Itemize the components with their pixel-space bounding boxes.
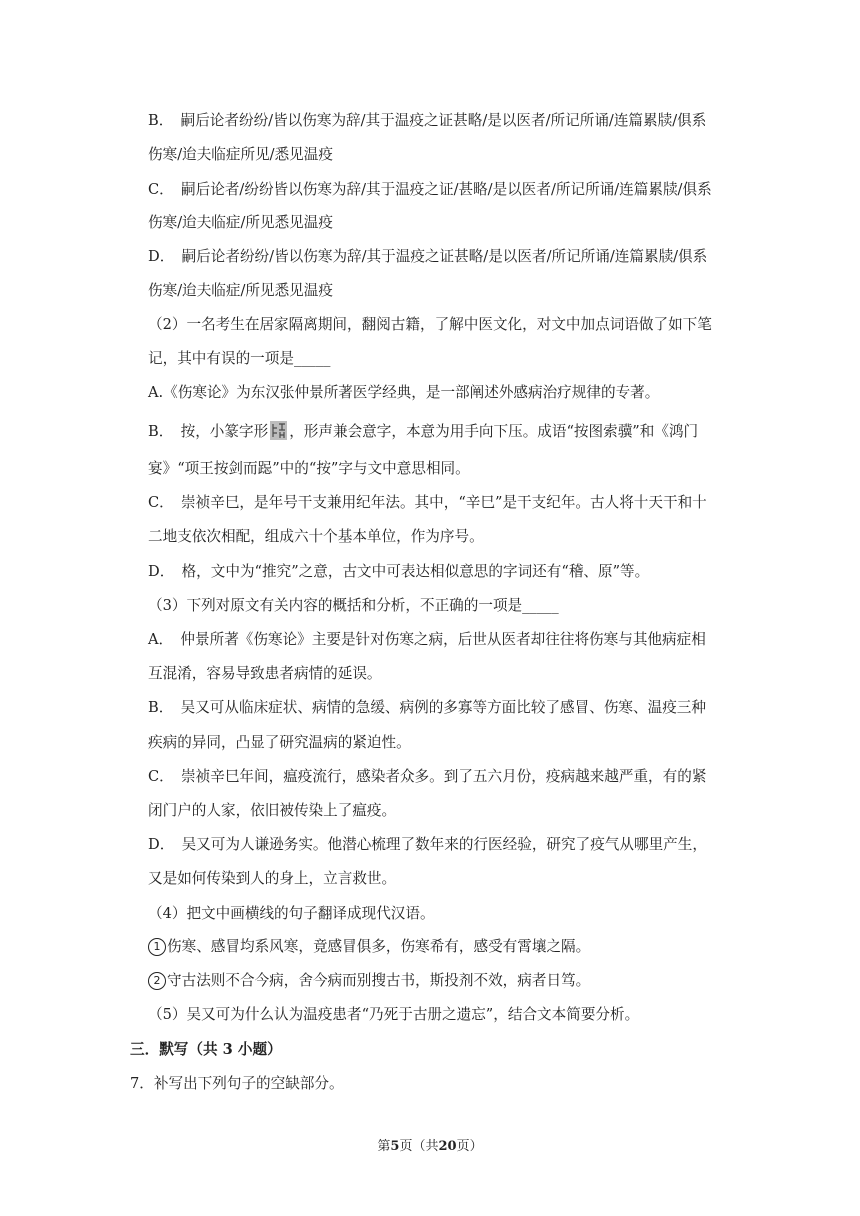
option-c-punctuation-line-1: C． 嗣后论者/纷纷皆以伤寒为辞/其于温疫之证/甚略/是以医者/所记所诵/连篇累牍/俱系 [148,181,712,198]
question-4-stem: （4）把文中画横线的句子翻译成现代汉语。 [148,905,435,922]
option-d-punctuation-line-2: 伤寒/迨夫临症/所见悉见温疫 [148,282,333,299]
circled-number-1: 1 [148,938,166,956]
question-3-option-c-line-1: C． 崇祯辛巳年间，瘟疫流行，感染者众多。到了五六月份，疫病越来越严重，有的紧 [148,768,707,785]
question-4-sentence-2 [148,971,590,991]
sentence-2-text: 守古法则不合今病，舍今病而别搜古书，斯投剂不效，病者日笃。 [167,972,591,989]
question-4-sentence-1 [148,937,590,957]
option-c-punctuation-line-2: 伤寒/迨夫临症/所见悉见温疫 [148,214,333,231]
footer-total-pages: 20 [438,1139,457,1154]
footer-mid: 页（共 [399,1139,439,1154]
question-3-option-c-line-2: 闭门户的人家，依旧被传染上了瘟疫。 [148,802,397,819]
question-3-option-d-line-1: D． 吴又可为人谦逊务实。他潜心梳理了数年来的行医经验，研究了疫气从哪里产生， [148,836,707,853]
section-3-heading: 三．默写（共 3 小题） [130,1041,282,1058]
option-b-punctuation-line-2: 伤寒/迨夫临症所见/悉见温疫 [148,146,333,163]
question-2-option-c-line-1: C． 崇祯辛巳，是年号干支兼用纪年法。其中，“辛巳”是干支纪年。古人将十天干和十 [148,494,707,511]
footer-page-number: 5 [390,1139,400,1154]
question-3-option-b-line-2: 疾病的异同，凸显了研究温病的紧迫性。 [148,734,411,751]
question-2-option-b-line-2: 宴》“项王按剑而跽”中的“按”字与文中意思相同。 [148,460,470,477]
question-3-option-b-line-1: B． 吴又可从临床症状、病情的急缓、病例的多寡等方面比较了感冒、伤寒、温疫三种 [148,699,706,716]
option-d-punctuation-line-1: D． 嗣后论者纷纷/皆以伤寒为辞/其于温疫之证甚略/是以医者/所记所诵/连篇累牍/俱系 [148,248,708,265]
question-5-stem: （5）吴又可为什么认为温疫患者“乃死于古册之遗忘”，结合文本简要分析。 [148,1006,640,1023]
option-b-punctuation-line-1: B． 嗣后论者纷纷/皆以伤寒为辞/其于温疫之证甚略/是以医者/所记所诵/连篇累牍/俱系 [148,112,707,129]
seal-character-icon [270,421,287,440]
option-b-text-after-seal: ，形声兼会意字，本意为用手向下压。成语“按图索骥”和《鸿门 [289,423,699,440]
sentence-1-text: 伤寒、感冒均系风寒，竟感冒俱多，伤寒希有，感受有霄壤之隔。 [167,938,591,955]
question-2-option-c-line-2: 二地支依次相配，组成六十个基本单位，作为序号。 [148,528,484,545]
question-2-stem-line-2: 记，其中有误的一项是_____ [148,350,331,367]
page-footer [0,1138,860,1156]
question-7-stem: 7．补写出下列句子的空缺部分。 [130,1075,344,1092]
footer-prefix: 第 [377,1139,391,1154]
question-3-stem: （3）下列对原文有关内容的概括和分析，不正确的一项是_____ [148,597,559,614]
footer-suffix: 页） [456,1139,483,1154]
circled-number-2: 2 [148,972,166,990]
question-2-option-b-line-1 [148,421,698,442]
question-2-stem-line-1: （2）一名考生在居家隔离期间，翻阅古籍，了解中医文化，对文中加点词语做了如下笔 [148,316,712,333]
question-3-option-a-line-2: 互混淆，容易导致患者病情的延误。 [148,665,382,682]
question-3-option-a-line-1: A． 仲景所著《伤寒论》主要是针对伤寒之病，后世从医者却往往将伤寒与其他病症相 [148,631,706,648]
question-3-option-d-line-2: 又是如何传染到人的身上，立言救世。 [148,870,397,887]
option-b-text-before-seal: B． 按，小篆字形 [148,423,269,440]
question-2-option-d: D． 格，文中为“推究”之意，古文中可表达相似意思的字词还有“稽、原”等。 [148,563,650,580]
question-2-option-a: A.《伤寒论》为东汉张仲景所著医学经典，是一部阐述外感病治疗规律的专著。 [148,384,660,401]
